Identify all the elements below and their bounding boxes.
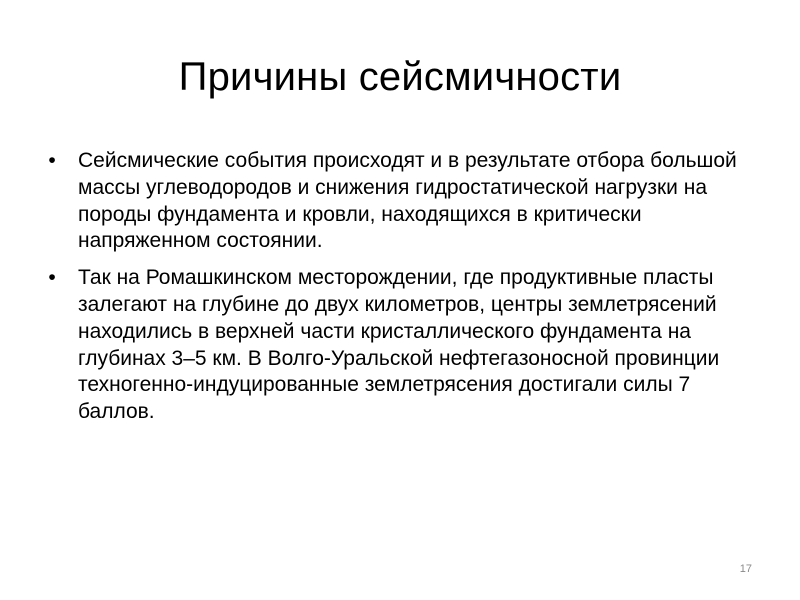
bullet-item <box>46 148 756 255</box>
bullet-text: Сейсмические события происходят и в результате отбора большой массы углеводородов и снижения гидростатической нагрузки на породы фундамента и кровли, находящихся в критически напряженном состоянии. <box>78 149 737 253</box>
bullet-text: Так на Ромашкинском месторождении, где продуктивные пласты залегают на глубине до двух километров, центры землетрясений находились в верхней части кристаллического фундамента на глубинах 3–5 км. В Волго-Уральской нефтегазоносной провинции техногенно-индуцированные землетрясения достигали силы 7 баллов. <box>78 266 720 424</box>
slide-title: Причины сейсмичности <box>178 55 622 99</box>
bullet-icon: • <box>48 149 56 172</box>
slide-number: 17 <box>739 563 752 575</box>
bullet-list <box>46 148 756 436</box>
bullet-item <box>46 265 756 426</box>
bullet-icon: • <box>48 266 56 290</box>
